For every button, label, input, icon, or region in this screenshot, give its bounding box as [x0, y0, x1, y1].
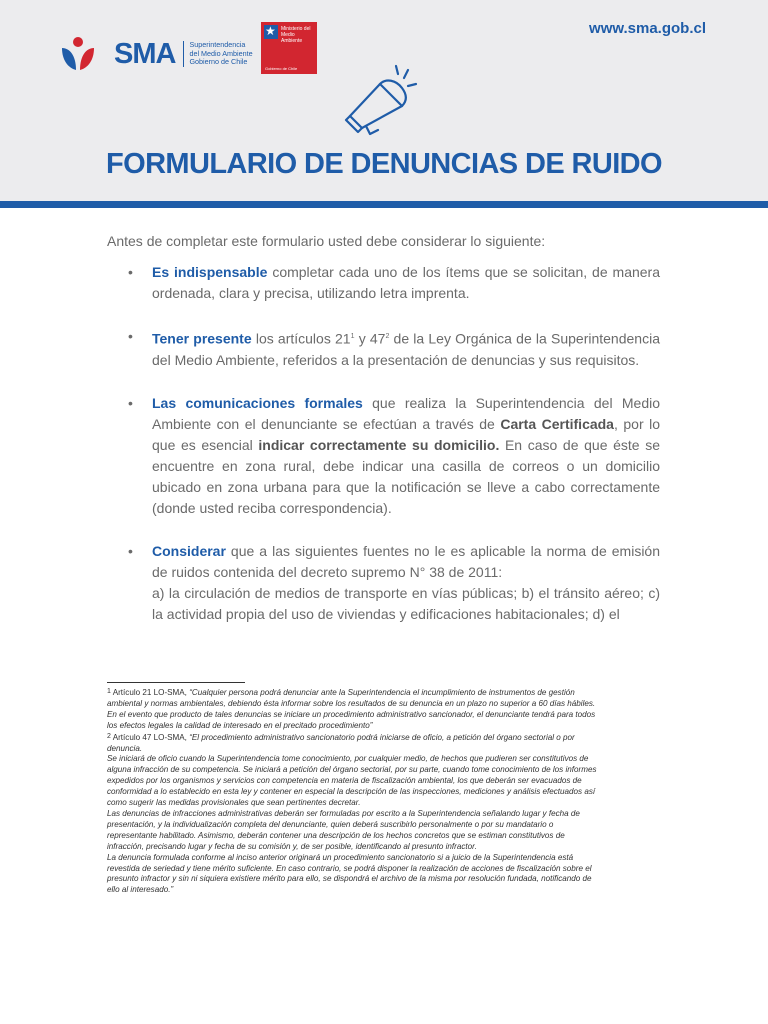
footnote-line: ello al interesado.”: [107, 885, 174, 895]
logo-text: SMA: [114, 37, 176, 70]
footnote-line: ambiental y normas ambientales, debiendo ésta informar sobre los resultados de su denuncia en un plazo no superior a 60 días hábiles.: [107, 698, 596, 708]
footnote-line: En el evento que producto de tales denuncias se iniciare un procedimiento administrativo sancionador, el denunciante tendrá para todos: [107, 709, 596, 719]
footnote-line: representante habilitado. Asimismo, deberán contener una descripción de los hechos concretos que se estiman constitutivos de: [107, 830, 565, 840]
footnote-line: infracción, precisando lugar y fecha de su comisión y, de ser posible, identificando al presunto infractor.: [107, 841, 477, 851]
footnote-line: los efectos legales la calidad de interesado en el precitado procedimiento”: [107, 720, 373, 730]
footnote-line: Se iniciará de oficio cuando la Superintendencia tome conocimiento, por cualquier medio, de hechos que pudieren ser constitutivos de: [107, 754, 589, 764]
footnote-line: 2 Artículo 47 LO-SMA, “El procedimiento administrativo sancionatorio podrá iniciarse de oficio, a petición del órgano sectorial o por: [107, 732, 575, 742]
footnote-line: revestida de seriedad y tiene mérito suficiente. En caso contrario, se podrá disponer la realización de acciones de fiscalización sobre el: [107, 863, 592, 873]
badge-footer: Gobierno de Chile: [265, 66, 298, 71]
intro-text: Antes de completar este formulario usted debe considerar lo siguiente:: [107, 233, 546, 249]
footnote-line: presentación, y la individualización completa del denunciante, quien deberá suscribirlo personalmente o por su mandatario o: [107, 819, 554, 829]
footnote-line: presunto infractor y sin ni siquiera existiere mérito para ello, se dispondrá el archivo de la misma por resolución fundada, notificando de: [107, 874, 592, 884]
requirements-list: [128, 262, 660, 625]
footnote-line: 1 Artículo 21 LO-SMA, “Cualquier persona podrá denunciar ante la Superintendencia el incumplimiento de instrumentos de gestión: [107, 688, 575, 697]
list-item: • Tener presente los artículos $21^1$ y $47^2$ de la Ley Orgánica de la Superintendencia del Medio Ambiente, referidos a la presentación de denuncias y sus requisitos.: [128, 326, 660, 371]
footnote-divider: [107, 682, 245, 683]
chile-star-icon: ★: [265, 24, 276, 38]
list-item: • Considerar que a las siguientes fuentes no le es aplicable la norma de emisión de ruidos contenida del decreto supremo N° 38 de 2011: a) la circulación de medios de transporte en vías públicas; b) el tránsito aéreo; c) la actividad propia del uso de viviendas y edificaciones habitacionales; d) el: [128, 541, 660, 625]
footnotes: [107, 687, 662, 896]
page-title: FORMULARIO DE DENUNCIAS DE RUIDO: [106, 148, 662, 180]
footnote-line: conformidad a lo establecido en esta ley y contener en especial la descripción de las inspecciones, mediciones y análisis efectuados así: [107, 787, 596, 797]
sma-logo: [60, 34, 271, 74]
footnote-line: denuncia.: [107, 743, 143, 753]
government-badge: [261, 22, 317, 74]
footnote-line: alguna infracción de su competencia. Se iniciará a petición del órgano sectorial, por su parte, cuando tome conocimiento de los informes: [107, 765, 597, 775]
footnote-line: como sugerir las medidas provisionales que sean pertinentes decretar.: [107, 798, 361, 808]
footnote-line: La denuncia formulada conforme al inciso anterior originará un procedimiento sancionatorio si a juicio de la Superintendencia está: [107, 852, 574, 862]
sma-logo-icon: [60, 34, 112, 74]
megaphone-icon: [340, 58, 430, 138]
list-item: • Las comunicaciones formales que realiza la Superintendencia del Medio Ambiente con el denunciante se efectúan a través de Carta Certificada, por lo que es esencial indicar correctamente su domicilio. En caso de que éste se encuentre en zona rural, debe indicar una casilla de correos o un domicilio ubicado en zona urbana para que la notificación se lleve a cabo correctamente (donde usted reciba correspondencia).: [128, 393, 660, 519]
list-item: • Es indispensable completar cada uno de los ítems que se solicitan, de manera ordenada, clara y precisa, utilizando letra imprenta.: [128, 262, 660, 304]
footnote-line: expedidos por los organismos y servicios con competencia en materia de fiscalización ambiental, los que deberán ser evacuados de: [107, 776, 582, 786]
header-divider: [0, 201, 768, 208]
badge-text: Ministerio del Medio Ambiente: [281, 26, 311, 44]
logo-subtitle: Superintendencia del Medio Ambiente Gobierno de Chile: [183, 41, 271, 66]
website-link[interactable]: www.sma.gob.cl: [589, 20, 706, 37]
footnote-line: Las denuncias de infracciones administrativas deberán ser formuladas por escrito a la Superintendencia señalando lugar y fecha de: [107, 808, 580, 818]
